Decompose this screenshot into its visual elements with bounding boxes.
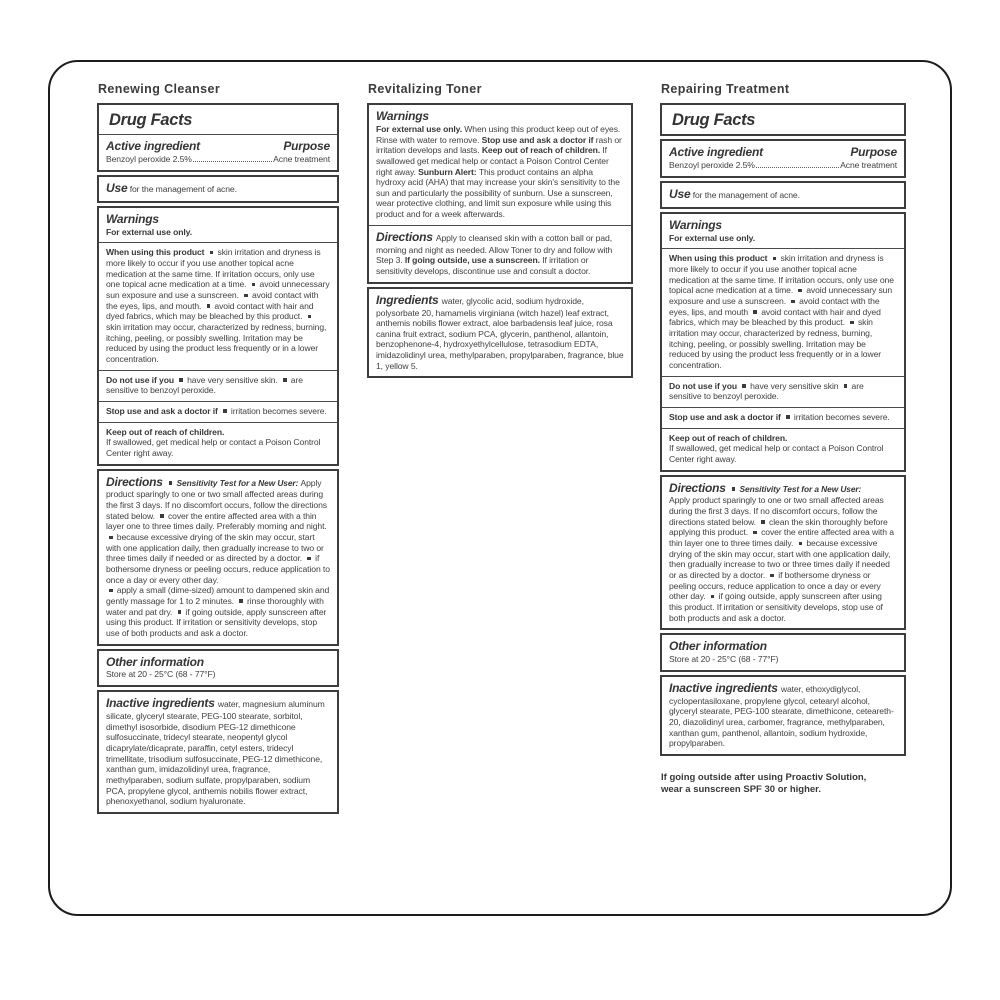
bullet-square-icon — [179, 378, 183, 382]
dotted-leader — [193, 161, 272, 162]
text-run: Keep out of reach of children. — [669, 432, 788, 443]
text-run: are sensitive to benzoyl peroxide. — [106, 374, 303, 396]
text-run: Sensitivity Test for a New User: — [174, 477, 301, 488]
label-section — [99, 422, 337, 464]
drug-facts-panel — [97, 103, 339, 814]
label-section — [662, 677, 904, 754]
text-run: Directions — [669, 480, 729, 495]
text-run: skin irritation and dryness is more likely to occur if you use another topical acne medication at the same time. If irritation occurs, only use one topical acne medication at a time. — [669, 253, 894, 296]
drug-facts-box — [367, 287, 633, 379]
purpose-value: Acne treatment — [273, 154, 330, 165]
active-ingredient-heading: Active ingredient — [106, 139, 200, 154]
drug-facts-box — [660, 103, 906, 136]
purpose-heading: Purpose — [850, 145, 897, 160]
text-run: avoid unnecessary sun exposure and use a sunscreen. — [669, 285, 893, 307]
text-run: irritation becomes severe. — [791, 411, 890, 422]
text-run: avoid contact with the eyes, lips, and mouth — [669, 296, 880, 317]
text-run: if bothersome dryness or peeling occurs, reduce application to once a day or every other day. — [106, 553, 330, 585]
text-run: avoid contact with hair and dyed fabrics, which may be bleached by this product. — [669, 306, 881, 328]
label-section — [99, 692, 337, 812]
text-run: If swallowed, get medical help or contact a Poison Control Center right away. — [106, 437, 321, 458]
bullet-square-icon — [169, 481, 173, 485]
column-renewing-cleanser — [97, 82, 339, 817]
active-ingredient-section — [662, 141, 904, 176]
sunscreen-note — [660, 772, 906, 797]
bullet-square-icon — [798, 289, 802, 293]
bullet-square-icon — [850, 321, 854, 325]
label-section — [369, 225, 631, 282]
bullet-square-icon — [178, 610, 182, 614]
sunscreen-note-line: wear a sunscreen SPF 30 or higher. — [661, 784, 821, 796]
text-run: Apply product sparingly to one or two small affected areas during the first 3 days. If no discomfort occurs, follow the directions stated below. — [106, 477, 327, 521]
text-run: Warnings — [106, 211, 159, 226]
text-run: have very sensitive skin. — [184, 374, 281, 385]
bullet-square-icon — [210, 251, 214, 255]
text-run: Warnings — [669, 217, 722, 232]
text-run: Stop use and ask a doctor if — [669, 411, 784, 422]
label-section — [662, 183, 904, 207]
bullet-square-icon — [109, 536, 113, 540]
bullet-square-icon — [711, 595, 715, 599]
text-run: When using this product — [669, 253, 770, 264]
drug-facts-box — [97, 649, 339, 688]
bullet-square-icon — [308, 315, 312, 319]
text-run: Keep out of reach of children. — [106, 426, 225, 437]
text-run: Keep out of reach of children. — [481, 145, 603, 156]
product-title: Renewing Cleanser — [98, 82, 221, 96]
bullet-square-icon — [244, 294, 248, 298]
text-run: Inactive ingredients — [669, 680, 781, 695]
label-section — [369, 105, 631, 225]
text-run: For external use only. — [106, 226, 192, 237]
column-revitalizing-toner — [367, 82, 633, 381]
text-run: If irritation or sensitivity develops, discontinue use and consult a doctor. — [376, 255, 591, 276]
label-section — [369, 289, 631, 377]
drug-facts-panel — [660, 103, 906, 756]
text-run: avoid contact with the eyes, lips, and mouth. — [106, 290, 319, 311]
text-run: When using this product keep out of eyes. Rinse with water to remove. — [376, 123, 621, 145]
drug-facts-box — [660, 475, 906, 631]
label-section — [99, 208, 337, 243]
text-run: are sensitive to benzoyl peroxide. — [669, 380, 864, 402]
text-run: Ingredients — [376, 292, 442, 307]
drug-facts-box — [660, 212, 906, 472]
text-run: water, magnesium aluminum silicate, glyceryl stearate, PEG-100 stearate, sorbitol, dimethyl isosorbide, disodium PEG-12 dimethicone sulfosuccinate, tridecyl stearate, neopentyl glycol dicaprylate/dicaprate, paraffin, cetyl esters, tridecyl trimellitate, trisodium sulfosuccinate, PEG-12 dimethicone, xanthan gum, imidazolidinyl urea, fragrance, methylparaben, sodium sulfate, propylparaben, sodium PCA, propylene glycol, anthemis nobilis flower extract, phenoxyethanol, sodium hyaluronate. — [106, 699, 325, 807]
label-section — [99, 401, 337, 422]
bullet-square-icon — [742, 384, 746, 388]
drug-facts-box — [97, 206, 339, 466]
text-run: Stop use and ask a doctor if — [481, 134, 596, 145]
text-run: If swallowed, get medical help or contact a Poison Control Center right away. — [669, 443, 884, 464]
bullet-square-icon — [786, 415, 790, 419]
text-run: Use — [669, 186, 691, 201]
bullet-square-icon — [307, 557, 311, 561]
drug-facts-box — [660, 139, 906, 178]
sunscreen-note-line: If going outside after using Proactiv Solution, — [661, 771, 867, 783]
drug-facts-box — [367, 103, 633, 284]
label-section — [662, 248, 904, 375]
text-run: Apply to cleansed skin with a cotton ball or pad, morning and night as needed. Allow Toner to dry and follow with Step 3. — [376, 232, 613, 266]
text-run: Store at 20 - 25°C (68 - 77°F) — [669, 654, 779, 665]
purpose-value: Acne treatment — [840, 160, 897, 171]
bullet-square-icon — [732, 487, 736, 491]
bullet-square-icon — [207, 304, 211, 308]
label-section — [662, 428, 904, 470]
text-run: Store at 20 - 25°C (68 - 77°F) — [106, 669, 216, 680]
dotted-leader — [756, 167, 839, 168]
bullet-square-icon — [252, 283, 256, 287]
bullet-square-icon — [773, 257, 777, 261]
drug-facts-panel — [367, 103, 633, 378]
text-run: Use — [106, 180, 128, 195]
label-sheet — [48, 60, 952, 916]
text-run: When using this product — [106, 247, 207, 258]
text-run: skin irritation and dryness is more likely to occur if you use another topical acne medication at the same time. If irritation occurs, only use one topical acne medication at a time. — [106, 247, 321, 290]
text-run: avoid contact with hair and dyed fabrics, which may be bleached by this product. — [106, 300, 314, 322]
text-run: cover the entire affected area with a thin layer one to three times daily. — [669, 527, 894, 549]
text-run: water, ethoxydiglycol, cyclopentasiloxane, propylene glycol, cetearyl alcohol, glyceryl stearate, PEG-100 stearate, dimethicone, ceteareth-20, diazolidinyl urea, carbomer, fragrance, methylparaben, xanthan gum, panthenol, allantoin, sodium hydroxide, propylparaben. — [669, 683, 894, 749]
text-run: If going outside, use a sunscreen. — [404, 255, 543, 266]
bullet-square-icon — [791, 300, 795, 304]
label-section — [99, 651, 337, 686]
product-title: Revitalizing Toner — [368, 82, 482, 96]
text-run: for the management of acne. — [127, 183, 237, 194]
bullet-square-icon — [223, 409, 227, 413]
purpose-heading: Purpose — [283, 139, 330, 154]
text-run: irritation becomes severe. — [228, 405, 327, 416]
label-section — [662, 477, 904, 629]
bullet-square-icon — [753, 531, 757, 535]
text-run: if going outside, apply sunscreen after using this product. If irritation or sensitivity develops, stop use of both products and ask a doctor. — [669, 591, 883, 623]
text-run: if going outside, apply sunscreen after using this product. If irritation or sensitivity develops, stop use of both products and ask a doctor. — [106, 606, 327, 638]
bullet-square-icon — [239, 599, 243, 603]
text-run: This product contains an alpha hydroxy acid (AHA) that may increase your skin's sensitivity to the sun and particularly the possibility of sunburn. Use a sunscreen, wear protective clothing, and limit sun exposure while using this product and for a week afterwards. — [376, 166, 620, 220]
text-run: Apply product sparingly to one or two small affected areas during the first 3 days. If no discomfort occurs, follow the directions stated below. — [669, 495, 884, 527]
text-run: if bothersome dryness or peeling occurs, reduce application to once a day or every other day. — [669, 570, 881, 602]
text-run: For external use only. — [669, 232, 755, 243]
active-ingredient-section — [99, 134, 337, 170]
text-run: Inactive ingredients — [106, 696, 218, 711]
drug-facts-heading: Drug Facts — [109, 111, 193, 129]
drug-facts-box — [97, 103, 339, 172]
text-run: water, glycolic acid, sodium hydroxide, polysorbate 20, hamamelis virginiana (witch hazel) leaf extract, anthemis nobilis flower extract, aloe barbadensis leaf juice, rosa canina fruit extract, sodium PCA, glycerin, panthenol, allantoin, benzophenone-4, hydroxyethylcellulose, tetrasodium EDTA, imidazolidinyl urea, methylparaben, propylparaben, fragrance, blue 1, yellow 5. — [376, 295, 624, 371]
label-section — [99, 471, 337, 644]
label-section — [662, 635, 904, 670]
text-run: have very sensitive skin — [747, 380, 841, 391]
text-run: skin irritation may occur, characterized by redness, burning, itching, peeling, or possibly swelling. Irritation may be reduced by using the product less frequently or in a lower concentration. — [669, 317, 882, 370]
text-run: Directions — [376, 229, 436, 244]
label-section — [99, 370, 337, 401]
active-ingredient-value: Benzoyl peroxide 2.5% — [106, 154, 192, 165]
bullet-square-icon — [844, 384, 848, 388]
bullet-square-icon — [761, 520, 765, 524]
label-section — [99, 177, 337, 201]
drug-facts-box — [97, 690, 339, 814]
active-ingredient-heading: Active ingredient — [669, 145, 763, 160]
label-section — [662, 407, 904, 428]
text-run: Sunburn Alert: — [418, 166, 479, 177]
drug-facts-box — [660, 633, 906, 672]
product-title: Repairing Treatment — [661, 82, 790, 96]
bullet-square-icon — [770, 574, 774, 578]
text-run: apply a small (dime-sized) amount to dampened skin and gently massage for 1 to 2 minutes. — [106, 585, 330, 606]
text-run: skin irritation may occur, characterized by redness, burning, itching, peeling, or possibly swelling. Irritation may be reduced by using the product less frequently or in a lower concentration. — [106, 321, 327, 364]
text-run: Other information — [106, 654, 204, 669]
drug-facts-box — [660, 675, 906, 756]
label-section — [662, 214, 904, 249]
bullet-square-icon — [799, 542, 803, 546]
text-run: Other information — [669, 639, 767, 654]
text-run: clean the skin thoroughly before applying this product. — [669, 516, 888, 538]
text-run: Do not use if you — [669, 380, 740, 391]
drug-facts-box — [660, 181, 906, 209]
text-run: cover the entire affected area with a thin layer one to three times daily. Preferably morning and night. — [106, 510, 327, 532]
text-run: Do not use if you — [106, 374, 177, 385]
text-run: Stop use and ask a doctor if — [106, 405, 221, 416]
bullet-square-icon — [109, 589, 113, 593]
label-section — [99, 242, 337, 369]
drug-facts-box — [97, 175, 339, 203]
text-run: avoid unnecessary sun exposure and use a sunscreen. — [106, 279, 330, 301]
text-run: because excessive drying of the skin may occur, start with one application daily, then gradually increase to two or three times daily if needed or as directed by a doctor. — [669, 538, 891, 581]
drug-facts-heading: Drug Facts — [672, 111, 756, 129]
drug-facts-box — [97, 469, 339, 646]
bullet-square-icon — [753, 310, 757, 314]
bullet-square-icon — [160, 514, 164, 518]
label-section — [662, 376, 904, 407]
column-repairing-treatment — [660, 82, 906, 797]
text-run: For external use only. — [376, 123, 465, 134]
text-run: for the management of acne. — [690, 189, 800, 200]
active-ingredient-value: Benzoyl peroxide 2.5% — [669, 160, 755, 171]
text-run: rash or irritation develops and lasts. — [376, 134, 622, 156]
text-run: because excessive drying of the skin may occur, start with one application daily, then gradually increase to two or three times daily if needed or as directed by a doctor. — [106, 532, 324, 564]
text-run: Warnings — [376, 109, 429, 123]
bullet-square-icon — [283, 378, 287, 382]
text-run: If swallowed get medical help or contact a Poison Control Center right away. — [376, 145, 609, 177]
text-run: rinse thoroughly with water and pat dry. — [106, 595, 324, 617]
text-run: Sensitivity Test for a New User: — [737, 483, 862, 494]
text-run: Directions — [106, 474, 166, 489]
